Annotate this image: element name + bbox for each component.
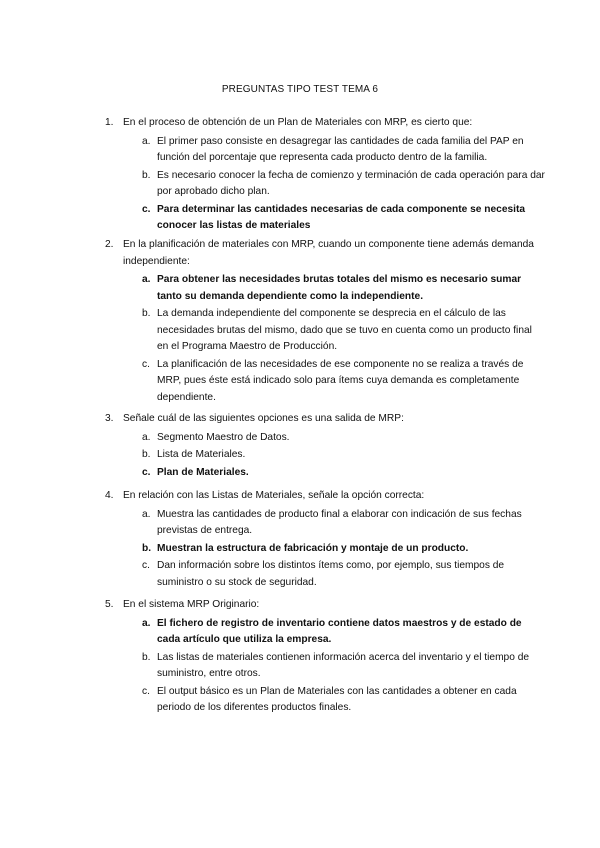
option-letter: c. <box>142 358 150 370</box>
question-number: 4. <box>105 490 114 501</box>
option-text: Muestra las cantidades de producto final a elaborar con indicación de sus fechas previstas de entrega. <box>157 508 522 536</box>
option-a <box>105 134 545 167</box>
option-a <box>105 507 545 540</box>
option-text: Es necesario conocer la fecha de comienzo y terminación de cada operación para dar por aprobado dicho plan. <box>157 169 545 197</box>
option-c <box>105 357 545 407</box>
option-letter: c. <box>142 203 151 215</box>
option-text: Plan de Materiales. <box>157 466 249 478</box>
option-b <box>105 168 545 201</box>
option-text: El output básico es un Plan de Materiales con las cantidades a obtener en cada periodo de los diferentes productos finales. <box>157 685 517 713</box>
option-letter: b. <box>142 169 151 181</box>
option-text: La planificación de las necesidades de ese componente no se realiza a través de MRP, pues éste está indicado solo para ítems cuya demanda es completamente dependiente. <box>157 358 524 403</box>
option-a-correct <box>105 616 545 649</box>
question-2 <box>105 237 545 407</box>
option-letter: c. <box>142 560 150 571</box>
question-text: En la planificación de materiales con MRP, cuando un componente tiene además demanda independiente: <box>123 239 534 267</box>
question-text: En relación con las Listas de Materiales, señale la opción correcta: <box>123 490 425 501</box>
option-letter: a. <box>142 617 151 629</box>
option-letter: a. <box>142 274 151 285</box>
option-text: La demanda independiente del componente se desprecia en el cálculo de las necesidades brutas del mismo, dado que se tuvo en cuenta como un producto final en el Programa Maestro de Producción. <box>157 308 532 352</box>
option-letter: a. <box>142 135 151 147</box>
option-b <box>105 447 545 464</box>
options-list <box>105 272 545 406</box>
option-letter: c. <box>142 685 150 697</box>
option-letter: c. <box>142 466 151 478</box>
option-letter: a. <box>142 431 151 443</box>
option-letter: b. <box>142 449 151 460</box>
question-text: Señale cuál de las siguientes opciones es una salida de MRP: <box>123 413 404 424</box>
option-c <box>105 684 545 717</box>
option-b <box>105 306 545 356</box>
page-title: PREGUNTAS TIPO TEST TEMA 6 <box>221 84 379 95</box>
question-3 <box>105 411 545 482</box>
option-text: El primer paso consiste en desagregar las cantidades de cada familia del PAP en función del porcentaje que representa cada producto dentro de la familia. <box>157 135 524 163</box>
options-list <box>105 507 545 592</box>
question-1 <box>105 115 545 236</box>
options-list <box>105 430 545 482</box>
question-number: 1. <box>105 117 114 128</box>
option-letter: b. <box>142 651 151 663</box>
option-text: Muestran la estructura de fabricación y montaje de un producto. <box>157 542 469 554</box>
question-text: En el sistema MRP Originario: <box>123 599 260 610</box>
option-a-correct <box>105 272 545 305</box>
option-text: Para determinar las cantidades necesarias de cada componente se necesita conocer las listas de materiales <box>157 203 526 231</box>
option-text: Las listas de materiales contienen información acerca del inventario y el tiempo de suministro, entre otros. <box>157 651 530 679</box>
question-number: 5. <box>105 599 114 610</box>
option-c <box>105 558 545 591</box>
option-text: Segmento Maestro de Datos. <box>157 431 290 443</box>
options-list <box>105 616 545 717</box>
option-b <box>105 650 545 683</box>
option-text: Lista de Materiales. <box>157 449 246 460</box>
question-5 <box>105 597 545 718</box>
option-c-correct <box>105 465 545 482</box>
question-number: 2. <box>105 239 114 250</box>
question-text: En el proceso de obtención de un Plan de Materiales con MRP, es cierto que: <box>123 117 473 128</box>
option-text: Dan información sobre los distintos ítems como, por ejemplo, sus tiempos de suministro o su stock de seguridad. <box>157 560 505 588</box>
option-text: El fichero de registro de inventario contiene datos maestros y de estado de cada artículo que utiliza la empresa. <box>157 617 522 645</box>
option-text: Para obtener las necesidades brutas totales del mismo es necesario sumar tanto su demanda dependiente como la independiente. <box>157 274 522 302</box>
option-c-correct <box>105 202 545 235</box>
option-letter: a. <box>142 508 151 520</box>
question-number: 3. <box>105 413 114 424</box>
option-b-correct <box>105 541 545 558</box>
options-list <box>105 134 545 235</box>
option-letter: b. <box>142 542 152 554</box>
option-letter: b. <box>142 308 151 319</box>
option-a <box>105 430 545 447</box>
question-4 <box>105 488 545 592</box>
